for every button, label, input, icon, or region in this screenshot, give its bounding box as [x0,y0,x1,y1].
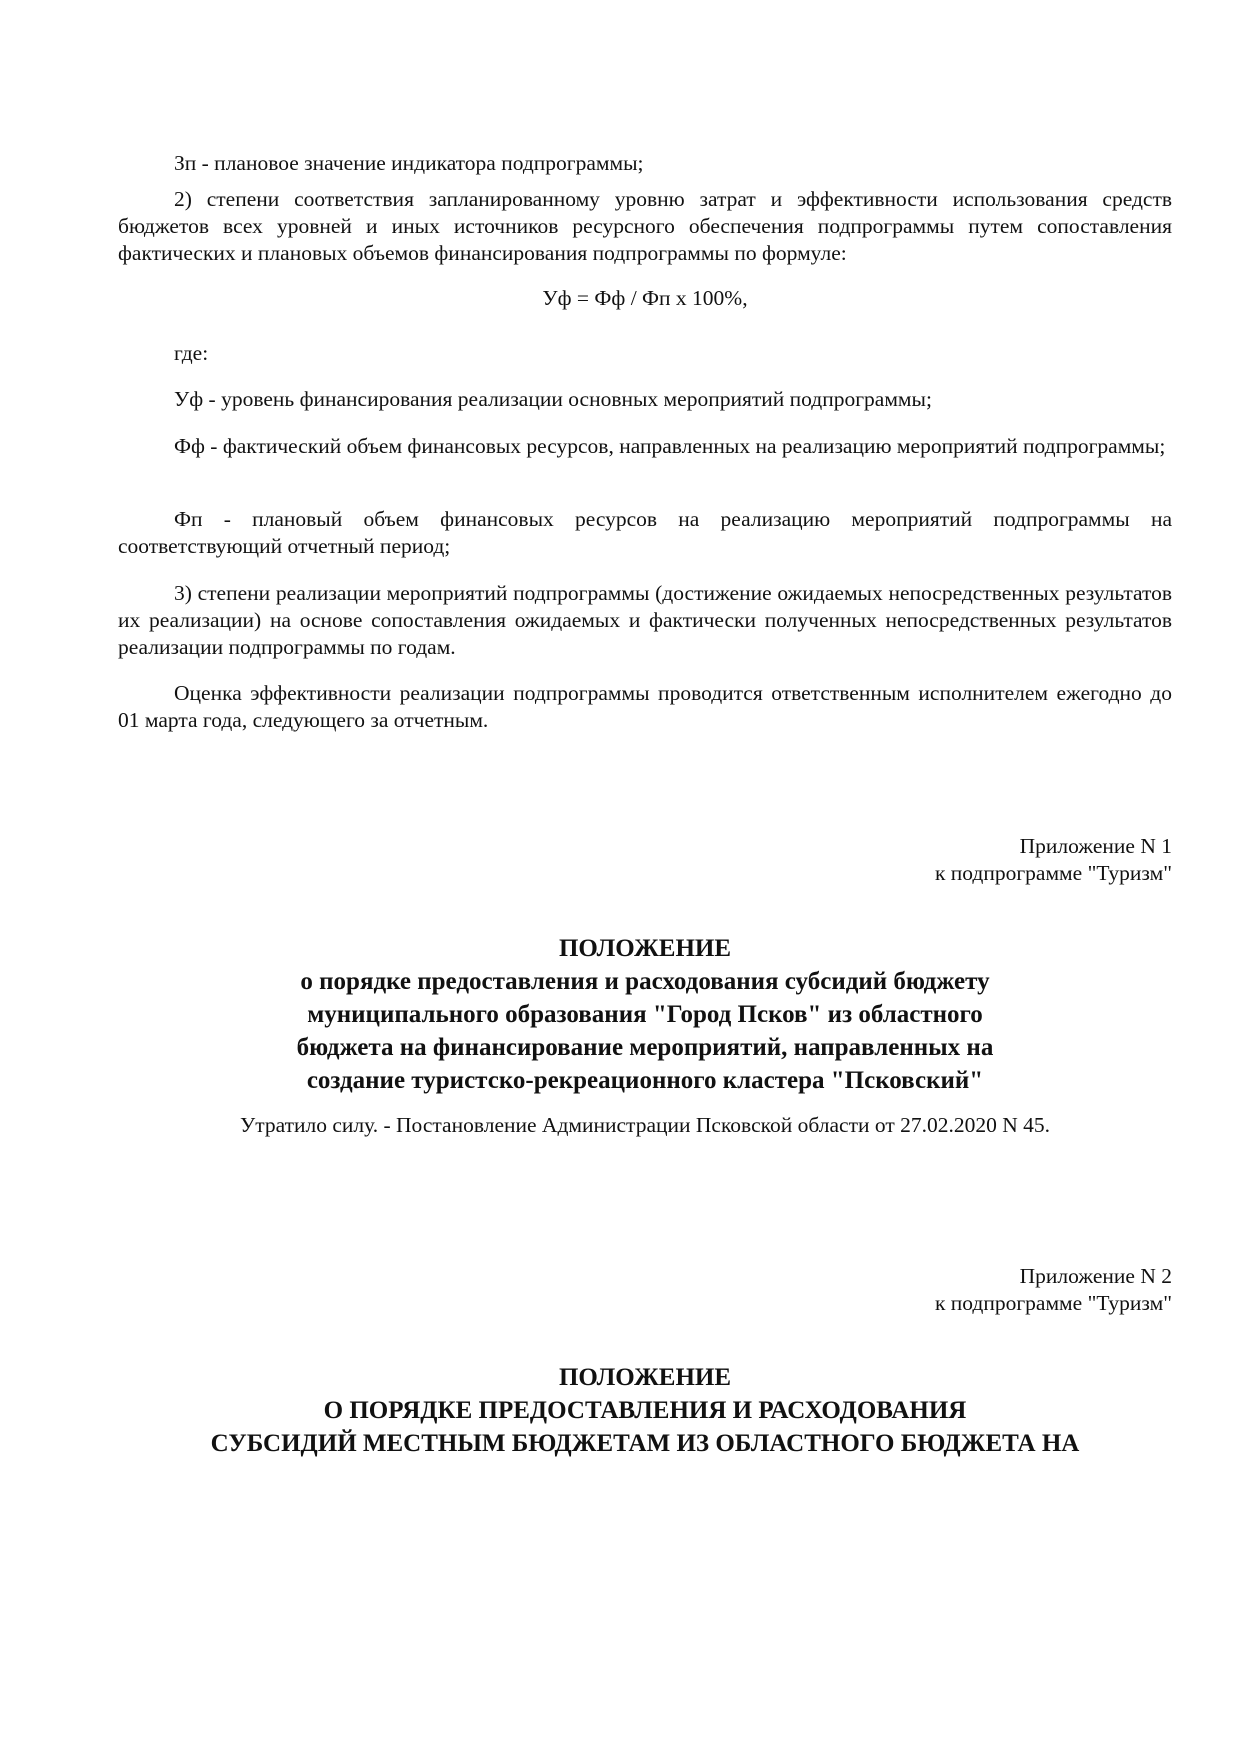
paragraph-uf-definition: Уф - уровень финансирования реализации основных мероприятий подпрограммы; [174,387,932,411]
annex-2-sublabel: к подпрограмме "Туризм" [934,1291,1172,1315]
annex-1-title-line: создание туристско-рекреационного кластера "Псковский" [306,1067,984,1094]
formula-uf: Уф = Фф / Фп х 100%, [542,286,748,310]
annex-1-title [118,932,1172,1097]
annex-2-label: Приложение N 2 [1019,1264,1172,1288]
paragraph-where: где: [174,341,209,365]
paragraph-fp-definition: Фп - плановый объем финансовых ресурсов на реализацию мероприятий подпрограммы на соответствующий отчетный период; [118,507,1172,558]
annex-2-title-line: ПОЛОЖЕНИЕ [558,1364,732,1391]
annex-1-sublabel: к подпрограмме "Туризм" [934,861,1172,885]
paragraph-zp-definition: Зп - плановое значение индикатора подпрограммы; [174,151,644,175]
annex-1-title-line: муниципального образования "Город Псков" из областного [307,1001,983,1028]
annex-2-title-line: СУБСИДИЙ МЕСТНЫМ БЮДЖЕТАМ ИЗ ОБЛАСТНОГО БЮДЖЕТА НА [210,1430,1080,1457]
annex-1-title-line: о порядке предоставления и расходования субсидий бюджету [300,968,990,995]
annex-1-title-line: бюджета на финансирование мероприятий, направленных на [296,1034,994,1061]
paragraph-item-3: 3) степени реализации мероприятий подпрограммы (достижение ожидаемых непосредственных результатов их реализации) на основе сопоставления ожидаемых и фактически полученных непосредственных результатов реализации подпрограммы по годам. [118,581,1172,659]
paragraph-item-2: 2) степени соответствия запланированному уровню затрат и эффективности использования средств бюджетов всех уровней и иных источников ресурсного обеспечения подпрограммы путем сопоставления фактических и плановых объемов финансирования подпрограммы по формуле: [118,187,1172,265]
annex-1-title-line: ПОЛОЖЕНИЕ [558,935,732,962]
paragraph-ff-definition: Фф - фактический объем финансовых ресурсов, направленных на реализацию мероприятий подпрограммы; [174,434,1166,458]
annex-1-label: Приложение N 1 [1019,834,1172,858]
annex-1-repeal-note: Утратило силу. - Постановление Администрации Псковской области от 27.02.2020 N 45. [240,1113,1050,1137]
annex-2-title-line: О ПОРЯДКЕ ПРЕДОСТАВЛЕНИЯ И РАСХОДОВАНИЯ [323,1397,967,1424]
annex-2-label-block [572,1263,1172,1317]
annex-1-label-block [572,833,1172,887]
annex-2-title [118,1361,1172,1460]
paragraph-assessment: Оценка эффективности реализации подпрограммы проводится ответственным исполнителем ежегодно до 01 марта года, следующего за отчетным. [118,681,1172,732]
